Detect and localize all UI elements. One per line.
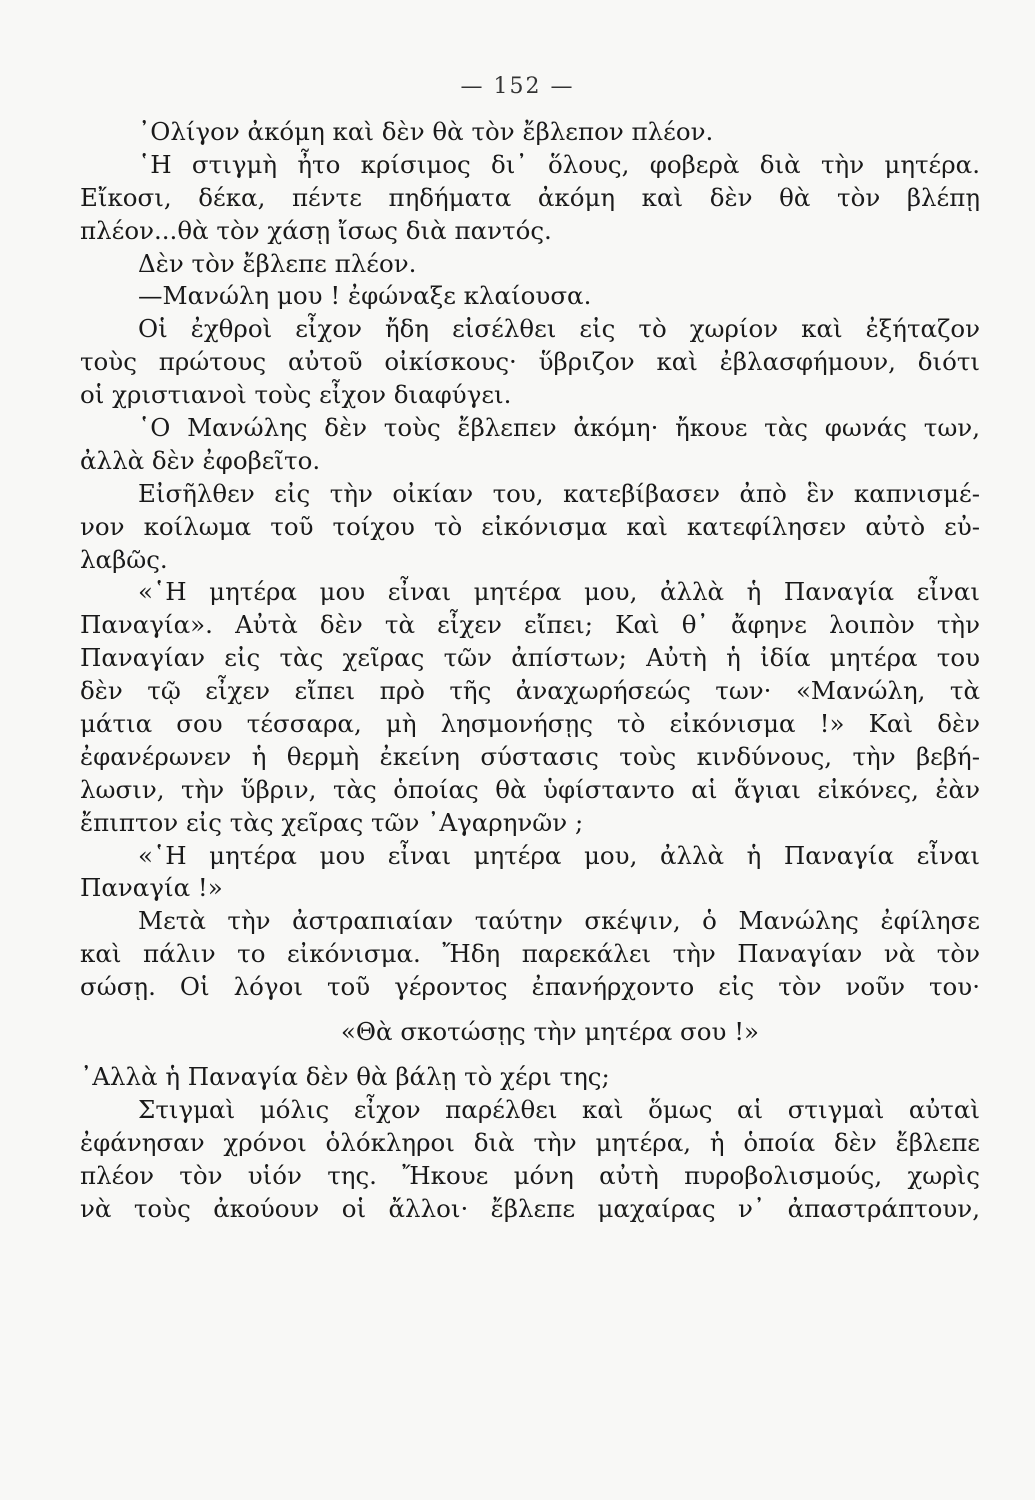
text-line: «῾Η μητέρα μου εἶναι μητέρα μου, ἀλλὰ ἡ Παναγία εἶναι (138, 840, 980, 870)
text-line: καὶ πάλιν το εἰκόνισμα. Ἤδη παρεκάλει τὴν Παναγίαν νὰ τὸν (80, 939, 980, 969)
text-line: ῾Η στιγμὴ ἦτο κρίσιμος δι᾿ ὅλους, φοβερὰ διὰ τὴν μητέρα. (138, 149, 980, 179)
text-line: Παναγία !» (80, 873, 223, 903)
text-line: ἔπιπτον εἰς τὰς χεῖρας τῶν ᾿Αγαρηνῶν ; (80, 807, 584, 837)
text-line: Παναγίαν εἰς τὰς χεῖρας τῶν ἀπίστων; Αὐτὴ ἡ ἰδία μητέρα του (80, 643, 980, 673)
text-line: νον κοίλωμα τοῦ τοίχου τὸ εἰκόνισμα καὶ κατεφίλησεν αὐτὸ εὐ- (80, 511, 980, 541)
text-line: πλέον τὸν υἱόν της. Ἤκουε μόνη αὐτὴ πυροβολισμούς, χωρὶς (80, 1160, 980, 1190)
page-number: — 152 — (460, 74, 575, 99)
text-line: ᾿Ολίγον ἀκόμη καὶ δὲν θὰ τὸν ἔβλεπον πλέον. (138, 117, 714, 146)
text-line: μάτια σου τέσσαρα, μὴ λησμονήσῃς τὸ εἰκόνισμα !» Καὶ δὲν (80, 709, 980, 739)
text-line: λωσιν, τὴν ὕβριν, τὰς ὁποίας θὰ ὑφίσταντο αἱ ἅγιαι εἰκόνες, ἐὰν (80, 774, 980, 804)
text-line: οἱ χριστιανοὶ τοὺς εἶχον διαφύγει. (80, 380, 512, 410)
body-text (80, 116, 980, 1225)
text-line: Μετὰ τὴν ἀστραπιαίαν ταύτην σκέψιν, ὁ Μανώλης ἐφίλησε (138, 906, 980, 936)
text-line: Στιγμαὶ μόλις εἶχον παρέλθει καὶ ὅμως αἱ στιγμαὶ αὐταὶ (138, 1094, 980, 1124)
text-line: τοὺς πρώτους αὐτοῦ οἰκίσκους· ὕβριζον καὶ ἐβλασφήμουν, διότι (80, 347, 980, 377)
text-line: ᾿Αλλὰ ἡ Παναγία δὲν θὰ βάλῃ τὸ χέρι της; (80, 1061, 610, 1091)
text-line: Οἱ ἐχθροὶ εἶχον ἤδη εἰσέλθει εἰς τὸ χωρίον καὶ ἐξήταζον (138, 314, 980, 344)
text-line: Εἰσῆλθεν εἰς τὴν οἰκίαν του, κατεβίβασεν ἀπὸ ἓν καπνισμέ- (138, 478, 980, 508)
text-line: πλέον...θὰ τὸν χάσῃ ἴσως διὰ παντός. (80, 215, 552, 245)
text-line: ἐφάνησαν χρόνοι ὁλόκληροι διὰ τὴν μητέρα, ἡ ὁποία δὲν ἔβλεπε (80, 1127, 980, 1157)
text-line: ἀλλὰ δὲν ἐφοβεῖτο. (80, 445, 321, 475)
text-line: Εἴκοσι, δέκα, πέντε πηδήματα ἀκόμη καὶ δὲν θὰ τὸν βλέπῃ (80, 182, 980, 212)
text-line: «Θὰ σκοτώσῃς τὴν μητέρα σου !» (340, 1017, 760, 1047)
text-line: νὰ τοὺς ἀκούουν οἱ ἄλλοι· ἔβλεπε μαχαίρας ν᾿ ἀπαστράπτουν, (80, 1193, 980, 1223)
text-line: λαβῶς. (80, 544, 168, 574)
text-line: Παναγία». Αὐτὰ δὲν τὰ εἶχεν εἴπει; Καὶ θ᾿ ἄφηνε λοιπὸν τὴν (80, 610, 980, 640)
text-line: «῾Η μητέρα μου εἶναι μητέρα μου, ἀλλὰ ἡ Παναγία εἶναι (138, 577, 980, 607)
text-line: —Μανώλη μου ! ἐφώναξε κλαίουσα. (138, 281, 592, 311)
text-line: ἐφανέρωνεν ἡ θερμὴ ἐκείνη σύστασις τοὺς κινδύνους, τὴν βεβή- (80, 741, 980, 771)
text-line: Δὲν τὸν ἔβλεπε πλέον. (138, 248, 417, 278)
text-line: ῾Ο Μανώλης δὲν τοὺς ἔβλεπεν ἀκόμη· ἤκουε τὰς φωνάς των, (138, 413, 980, 443)
text-line: δὲν τῷ εἶχεν εἴπει πρὸ τῆς ἀναχωρήσεώς των· «Μανώλη, τὰ (80, 676, 980, 706)
text-line: σώσῃ. Οἱ λόγοι τοῦ γέροντος ἐπανήρχοντο εἰς τὸν νοῦν του· (80, 972, 980, 1002)
